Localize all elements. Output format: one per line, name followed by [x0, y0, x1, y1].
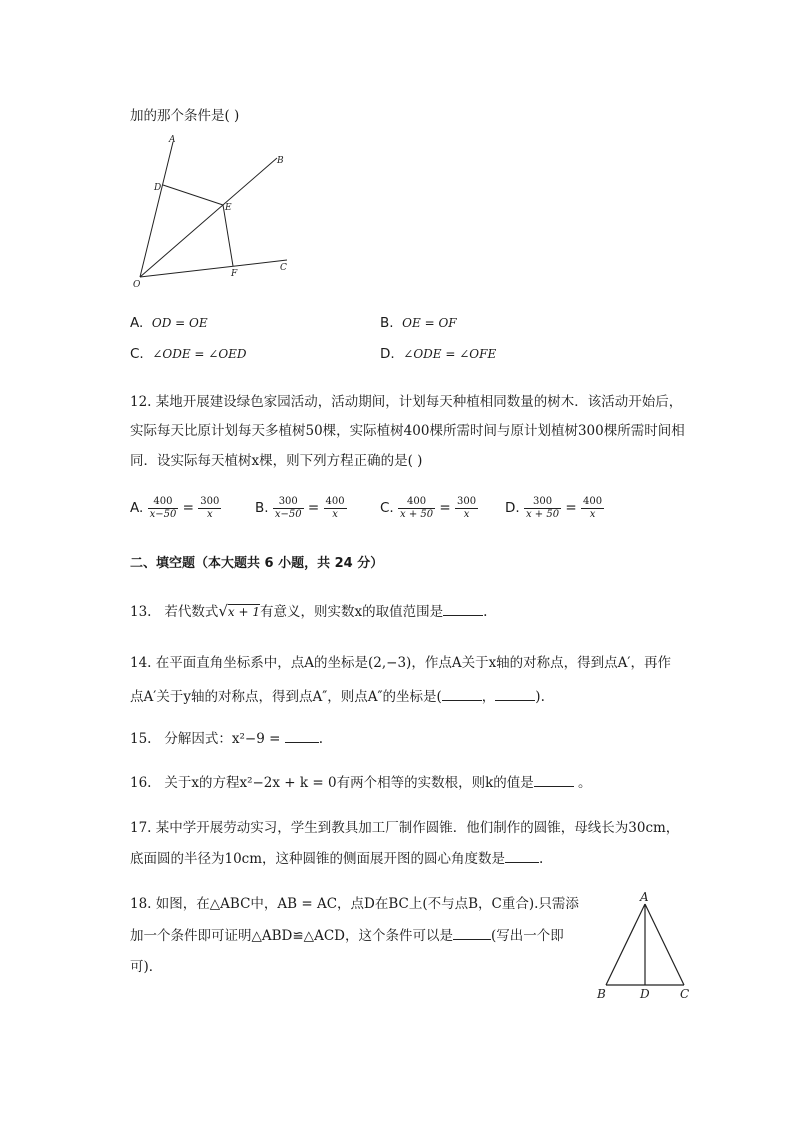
- q17-line-1: 17. 某中学开展劳动实习，学生到教具加工厂制作圆锥．他们制作的圆锥，母线长为30cm，: [130, 820, 680, 836]
- label-B: B: [597, 987, 606, 1001]
- answer-blank[interactable]: [534, 774, 574, 787]
- answer-blank[interactable]: [495, 688, 535, 701]
- fraction: $\frac{400}{x}$: [325, 496, 345, 520]
- fraction: $\frac{300}{x}$: [457, 496, 477, 520]
- q18-line-1: 18. 如图，在△ABC中，AB = AC，点D在BC上(不与点B，C重合).只需添: [130, 896, 579, 912]
- q17-line-2: 底面圆的半径为10cm，这种圆锥的侧面展开图的圆心角度数是 .: [130, 851, 544, 867]
- segment-DE: [163, 185, 223, 205]
- q16: 16. 关于x的方程x²−2x + k = 0有两个相等的实数根，则k的值是 。: [130, 775, 592, 791]
- label-O: O: [133, 280, 141, 290]
- q11-figure: [125, 130, 305, 295]
- label-D: D: [154, 183, 162, 193]
- q11-option-a: A. OD = OE: [130, 315, 208, 331]
- q14-line-2: 点A′关于y轴的对称点，得到点A″，则点A″的坐标是( ， ).: [130, 689, 545, 705]
- label-B: B: [277, 156, 284, 166]
- answer-blank[interactable]: [505, 850, 539, 863]
- ray-OC: [140, 260, 287, 277]
- label-A: A: [640, 890, 649, 904]
- q12-option-c: C. $\frac{400}{x + 50}$ = $\frac{300}{x}$: [380, 496, 477, 520]
- section-title: 二、填空题（本大题共 6 小题，共 24 分）: [130, 556, 384, 571]
- q15: 15. 分解因式：x²−9 = .: [130, 731, 323, 747]
- q12-option-b: B. $\frac{300}{x-50}$ = $\frac{400}{x}$: [255, 496, 345, 520]
- q14-line-1: 14. 在平面直角坐标系中，点A的坐标是(2,−3)，作点A关于x轴的对称点，得到点A′，再作: [130, 655, 672, 671]
- fraction: $\frac{400}{x-50}$: [149, 496, 177, 520]
- label-C: C: [280, 263, 287, 273]
- ray-OA: [140, 142, 173, 277]
- fraction: $\frac{400}{x + 50}$: [400, 496, 434, 520]
- fraction: $\frac{400}{x}$: [583, 496, 603, 520]
- q18-figure: [592, 890, 698, 1006]
- q11-option-b: B. OE = OF: [380, 315, 457, 331]
- answer-blank[interactable]: [453, 927, 491, 940]
- label-F: F: [231, 269, 238, 279]
- label-A: A: [169, 135, 176, 145]
- segment-EF: [223, 205, 233, 266]
- q12-option-a: A. $\frac{400}{x-50}$ = $\frac{300}{x}$: [130, 496, 220, 520]
- segment-AB: [606, 904, 645, 985]
- q12-line-3: 同．设实际每天植树x棵，则下列方程正确的是( ): [130, 453, 423, 469]
- label-C: C: [680, 987, 690, 1001]
- answer-blank[interactable]: [285, 730, 319, 743]
- q11-option-d: D. ∠ODE = ∠OFE: [380, 346, 497, 362]
- fraction: $\frac{300}{x}$: [200, 496, 220, 520]
- q18-line-2: 加一个条件即可证明△ABD≌△ACD，这个条件可以是 (写出一个即: [130, 928, 564, 944]
- q18-line-3: 可)．: [130, 959, 163, 975]
- fraction: $\frac{300}{x + 50}$: [525, 496, 560, 520]
- sqrt-icon: √: [218, 602, 228, 620]
- q11-option-c: C. ∠ODE = ∠OED: [130, 346, 247, 362]
- q12-option-d: D. $\frac{300}{x + 50}$ = $\frac{400}{x}$: [505, 496, 603, 520]
- fraction: $\frac{300}{x-50}$: [274, 496, 302, 520]
- q12-line-1: 12. 某地开展建设绿色家园活动，活动期间，计划每天种植相同数量的树木．该活动开始后，: [130, 394, 683, 410]
- ray-OB: [140, 158, 277, 277]
- answer-blank[interactable]: [442, 688, 482, 701]
- label-E: E: [225, 203, 232, 213]
- segment-AC: [645, 904, 684, 985]
- q12-line-2: 实际每天比原计划每天多植树50棵，实际植树400棵所需时间与原计划植树300棵所需时间相: [130, 423, 685, 439]
- answer-blank[interactable]: [443, 603, 483, 616]
- label-D: D: [640, 987, 650, 1001]
- q13: 13. 若代数式√x + 1有意义，则实数x的取值范围是 .: [130, 602, 488, 620]
- q11-tail: 加的那个条件是( ): [130, 108, 240, 124]
